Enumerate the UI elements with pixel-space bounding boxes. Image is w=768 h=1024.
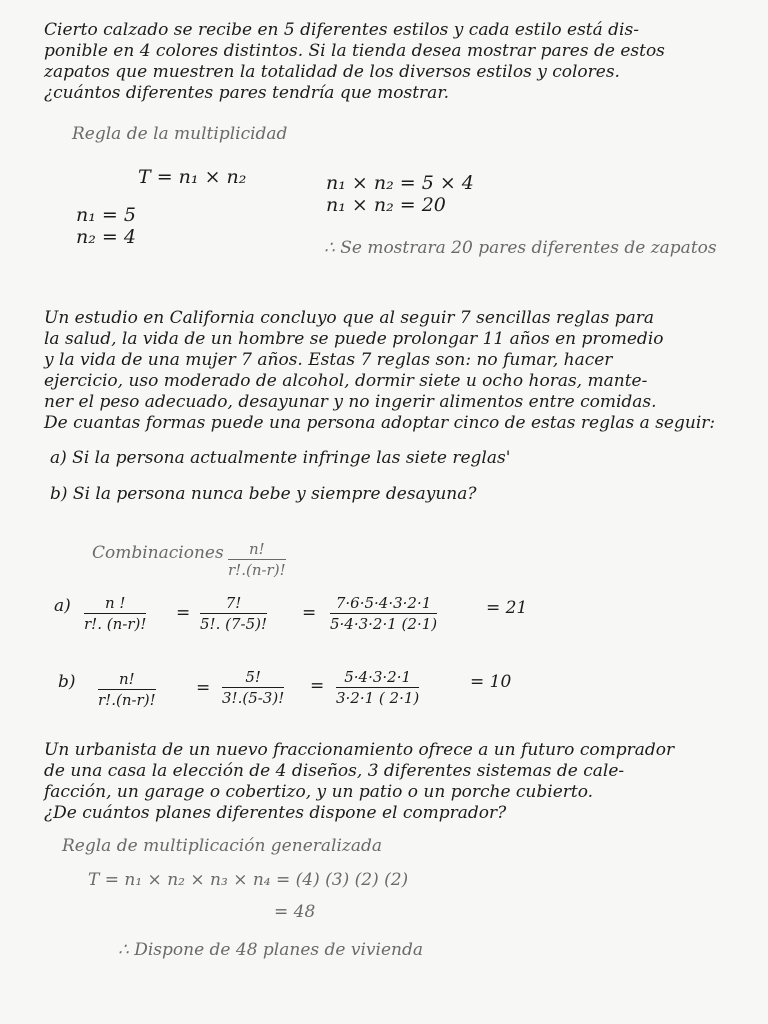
fraction-denominator: r!. (n-r)! — [84, 615, 147, 633]
problem3-line: Un urbanista de un nuevo fraccionamiento ofrece a un futuro comprador — [44, 740, 675, 760]
part-a-step2 — [200, 594, 267, 633]
fraction-numerator: n! — [228, 540, 286, 560]
fraction-numerator: 7! — [200, 594, 267, 614]
problem2-line: ner el peso adecuado, desayunar y no ingerir alimentos entre comidas. — [44, 392, 657, 412]
fraction-denominator: 5·4·3·2·1 (2·1) — [330, 615, 438, 633]
problem3-statement — [44, 740, 734, 824]
problem3-result: = 48 — [274, 902, 316, 922]
problem1-line: ¿cuántos diferentes pares tendría que mostrar. — [44, 83, 449, 103]
combinations-formula — [228, 540, 286, 579]
problem3-line: facción, un garage o cobertizo, y un patio o un porche cubierto. — [44, 782, 594, 802]
part-b-step3 — [336, 668, 419, 707]
question-a: a) Si la persona actualmente infringe las siete reglas' — [50, 448, 511, 468]
problem3-line: de una casa la elección de 4 diseños, 3 diferentes sistemas de cale- — [44, 761, 625, 781]
problem1-conclusion: ∴ Se mostrara 20 pares diferentes de zapatos — [324, 238, 717, 258]
problem3-line: ¿De cuántos planes diferentes dispone el comprador? — [44, 803, 507, 823]
part-b-step2 — [222, 668, 284, 707]
part-a-label: a) — [54, 596, 71, 616]
equals-sign: = — [196, 678, 211, 698]
problem1-n1: n₁ = 5 — [76, 204, 136, 226]
part-a-step3 — [330, 594, 437, 633]
problem1-calc2: n₁ × n₂ = 20 — [326, 194, 446, 216]
fraction-numerator: 5! — [222, 668, 284, 688]
fraction-denominator: 3!.(5-3)! — [222, 689, 285, 707]
fraction-denominator: 5!. (7-5)! — [200, 615, 267, 633]
part-a-result: = 21 — [486, 598, 528, 618]
problem2-line: y la vida de una mujer 7 años. Estas 7 reglas son: no fumar, hacer — [44, 350, 613, 370]
problem2-line: ejercicio, uso moderado de alcohol, dormir siete u ocho horas, mante- — [44, 371, 648, 391]
problem3-conclusion: ∴ Dispone de 48 planes de vivienda — [118, 940, 423, 960]
problem2-line: De cuantas formas puede una persona adoptar cinco de estas reglas a seguir: — [44, 413, 716, 433]
part-a-step1 — [84, 594, 146, 633]
equals-sign: = — [310, 676, 325, 696]
fraction-numerator: n ! — [84, 594, 146, 614]
problem1-line: zapatos que muestren la totalidad de los diversos estilos y colores. — [44, 62, 620, 82]
equals-sign: = — [176, 603, 191, 623]
fraction-numerator: n! — [98, 670, 156, 690]
problem1-rule: Regla de la multiplicidad — [72, 124, 288, 144]
equals-sign: = — [302, 603, 317, 623]
fraction-numerator: 7·6·5·4·3·2·1 — [330, 594, 437, 614]
part-b-result: = 10 — [470, 672, 512, 692]
problem1-statement — [44, 20, 734, 104]
problem3-formula: T = n₁ × n₂ × n₃ × n₄ = (4) (3) (2) (2) — [88, 870, 409, 890]
fraction-denominator: r!.(n-r)! — [228, 561, 286, 579]
combinations-label: Combinaciones — [92, 543, 224, 563]
fraction-denominator: 3·2·1 ( 2·1) — [336, 689, 420, 707]
fraction-denominator: r!.(n-r)! — [98, 691, 156, 709]
fraction-numerator: 5·4·3·2·1 — [336, 668, 419, 688]
question-b: b) Si la persona nunca bebe y siempre desayuna? — [50, 484, 477, 504]
problem1-line: ponible en 4 colores distintos. Si la tienda desea mostrar pares de estos — [44, 41, 665, 61]
problem1-calc1: n₁ × n₂ = 5 × 4 — [326, 172, 474, 194]
problem1-n2: n₂ = 4 — [76, 226, 136, 248]
problem1-line: Cierto calzado se recibe en 5 diferentes estilos y cada estilo está dis- — [44, 20, 639, 40]
part-b-label: b) — [58, 672, 76, 692]
problem3-rule: Regla de multiplicación generalizada — [62, 836, 382, 856]
problem2-statement — [44, 308, 734, 434]
part-b-step1 — [98, 670, 156, 709]
problem1-formula: T = n₁ × n₂ — [138, 166, 247, 188]
problem2-line: la salud, la vida de un hombre se puede prolongar 11 años en promedio — [44, 329, 664, 349]
problem2-line: Un estudio en California concluyo que al seguir 7 sencillas reglas para — [44, 308, 655, 328]
